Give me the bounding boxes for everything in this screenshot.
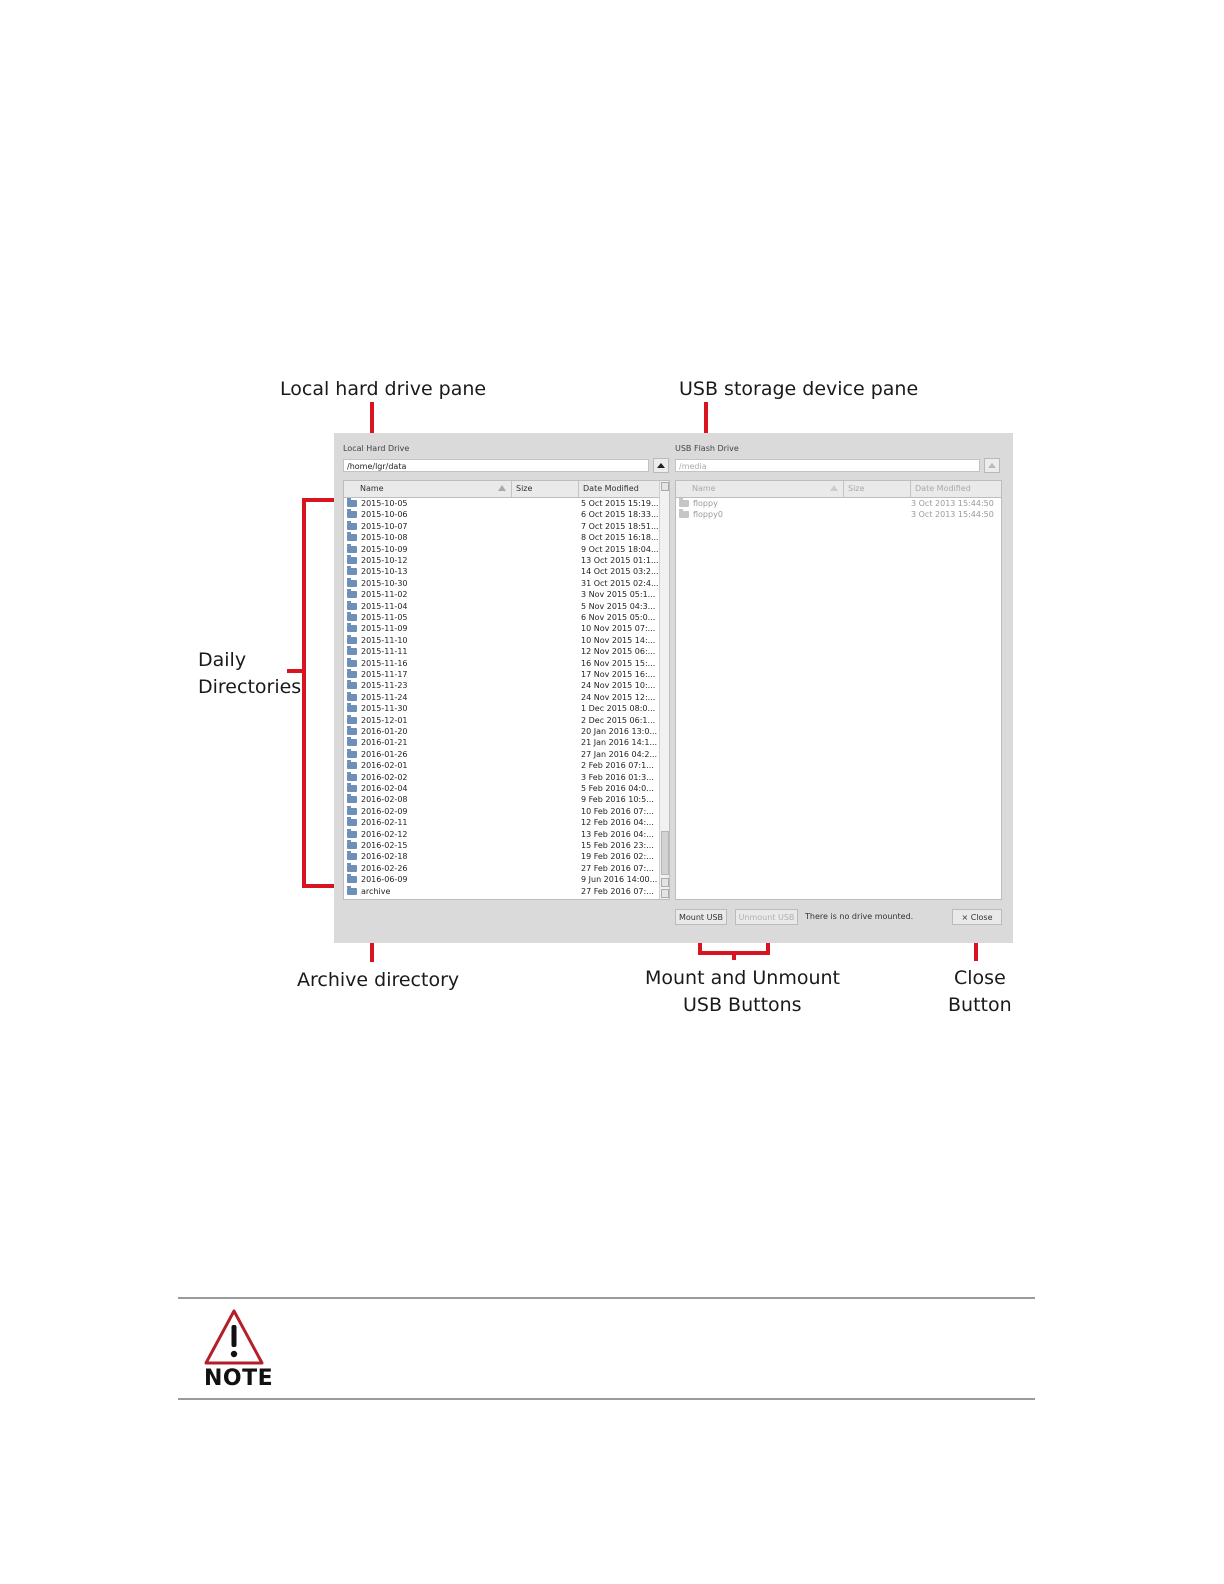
usb-up-button[interactable] [984, 458, 1000, 473]
table-row[interactable] [344, 612, 669, 623]
row-name: 2016-01-21 [361, 738, 408, 748]
table-row[interactable] [344, 566, 669, 577]
table-row[interactable] [344, 646, 669, 657]
row-date: 31 Oct 2015 02:4... [581, 578, 659, 588]
row-name: 2016-01-26 [361, 749, 408, 759]
table-row[interactable] [344, 544, 669, 555]
folder-icon [347, 682, 357, 689]
row-name: 2015-11-05 [361, 613, 408, 622]
table-row[interactable] [344, 851, 669, 862]
row-date: 24 Nov 2015 12:... [581, 692, 656, 702]
folder-icon [347, 625, 357, 632]
folder-icon [347, 557, 357, 564]
row-name: 2015-11-09 [361, 624, 408, 634]
row-name: floppy [693, 499, 718, 508]
callout-daily-dirs-2: Directories [198, 676, 302, 698]
folder-icon [347, 831, 357, 838]
table-row[interactable] [344, 829, 669, 840]
row-date: 9 Feb 2016 10:5... [581, 795, 654, 805]
table-row[interactable] [344, 840, 669, 851]
local-file-list[interactable] [343, 480, 670, 900]
folder-icon [347, 739, 357, 746]
row-date: 3 Nov 2015 05:1... [581, 590, 656, 600]
folder-icon [347, 694, 357, 701]
folder-icon [347, 648, 357, 655]
table-row[interactable] [344, 806, 669, 817]
table-row[interactable] [344, 601, 669, 612]
folder-icon [347, 637, 357, 644]
row-date: 14 Oct 2015 03:2... [581, 567, 659, 577]
row-date: 12 Feb 2016 04:... [581, 818, 654, 828]
row-name: 2015-11-11 [361, 647, 408, 657]
row-name: 2016-02-18 [361, 852, 408, 862]
usb-list-header [676, 481, 1001, 498]
scroll-thumb[interactable] [661, 831, 669, 875]
folder-icon [347, 671, 357, 678]
row-date: 7 Oct 2015 18:51... [581, 521, 659, 531]
leader-local-pane [370, 402, 374, 434]
callout-archive-dir: Archive directory [297, 969, 460, 991]
row-date: 3 Feb 2016 01:3... [581, 772, 654, 782]
folder-icon [347, 591, 357, 598]
row-name: 2015-10-08 [361, 533, 408, 543]
row-date: 13 Oct 2015 01:1... [581, 556, 659, 565]
table-row[interactable] [344, 669, 669, 680]
row-date: 15 Feb 2016 23:... [581, 841, 654, 850]
row-name: 2016-02-08 [361, 795, 408, 805]
local-col-name[interactable]: Name [344, 481, 512, 497]
table-row[interactable] [344, 760, 669, 771]
table-row[interactable] [676, 498, 1001, 509]
row-name: 2015-11-23 [361, 681, 408, 691]
close-button[interactable]: × Close [952, 909, 1002, 925]
unmount-usb-button[interactable]: Unmount USB [735, 909, 798, 925]
up-arrow-icon [988, 463, 996, 468]
mount-status-text: There is no drive mounted. [805, 912, 914, 921]
row-date: 17 Nov 2015 16:... [581, 670, 656, 679]
folder-icon [347, 534, 357, 541]
row-name: 2015-11-02 [361, 590, 408, 600]
row-name: 2016-06-09 [361, 875, 408, 885]
usb-col-date[interactable]: Date Modified [915, 484, 971, 493]
callout-mount-buttons-1: Mount and Unmount [645, 967, 840, 989]
folder-icon [347, 728, 357, 735]
table-row[interactable] [344, 635, 669, 646]
folder-icon [347, 568, 357, 575]
row-name: 2015-11-16 [361, 658, 408, 668]
row-date: 5 Oct 2015 15:19... [581, 499, 659, 508]
folder-icon [347, 751, 357, 758]
row-date: 2 Dec 2015 06:1... [581, 715, 656, 725]
table-row[interactable] [344, 715, 669, 726]
bracket-daily-pointer [287, 669, 304, 673]
folder-icon [347, 511, 357, 518]
row-name: 2015-10-06 [361, 510, 408, 520]
row-name: floppy0 [693, 510, 723, 520]
local-vertical-scrollbar[interactable] [659, 481, 670, 900]
callout-local-pane: Local hard drive pane [280, 378, 487, 400]
table-row[interactable] [344, 737, 669, 748]
local-col-date[interactable]: Date Modified [583, 484, 639, 493]
row-date: 3 Oct 2013 15:44:50 [911, 499, 994, 508]
local-pane-title: Local Hard Drive [343, 444, 410, 453]
usb-path-field[interactable]: /media [675, 459, 980, 472]
warning-triangle-icon [203, 1308, 265, 1366]
table-row[interactable] [344, 658, 669, 669]
row-date: 6 Oct 2015 18:33... [581, 510, 659, 520]
scroll-down-arrow-icon[interactable] [661, 878, 669, 887]
folder-icon [347, 762, 357, 769]
table-row[interactable] [344, 498, 669, 509]
row-name: 2015-10-07 [361, 521, 408, 531]
row-name: 2015-10-13 [361, 567, 408, 577]
table-row[interactable] [344, 886, 669, 897]
row-date: 5 Feb 2016 04:0... [581, 784, 654, 793]
row-date: 3 Oct 2013 15:44:50 [911, 510, 994, 520]
folder-icon [347, 774, 357, 781]
table-row[interactable] [344, 772, 669, 783]
row-name: 2015-11-24 [361, 692, 408, 702]
table-row[interactable] [344, 726, 669, 737]
row-date: 19 Feb 2016 02:... [581, 852, 654, 862]
table-row[interactable] [344, 874, 669, 885]
up-arrow-icon [657, 463, 665, 468]
folder-icon [347, 796, 357, 803]
folder-icon [347, 888, 357, 895]
row-date: 8 Oct 2015 16:18... [581, 533, 659, 543]
row-name: 2016-02-12 [361, 829, 408, 839]
bracket-mount-pointer [732, 951, 736, 960]
folder-icon [347, 705, 357, 712]
row-date: 20 Jan 2016 13:0... [581, 727, 658, 736]
row-name: 2016-02-09 [361, 806, 408, 816]
row-date: 10 Feb 2016 07:... [581, 806, 654, 816]
row-name: 2016-02-02 [361, 772, 408, 782]
row-name: 2016-02-04 [361, 784, 408, 793]
usb-pane-title: USB Flash Drive [675, 444, 739, 453]
folder-icon [347, 603, 357, 610]
table-row[interactable] [344, 692, 669, 703]
mount-usb-button[interactable]: Mount USB [675, 909, 727, 925]
row-date: 24 Nov 2015 10:... [581, 681, 656, 691]
sort-triangle-icon [830, 485, 838, 491]
row-name: 2016-02-11 [361, 818, 408, 828]
note-top-rule [178, 1297, 1035, 1299]
local-col-size[interactable]: Size [512, 481, 579, 497]
row-date: 1 Dec 2015 08:0... [581, 704, 656, 714]
row-date: 6 Nov 2015 05:0... [581, 613, 656, 622]
local-path-field[interactable]: /home/lgr/data [343, 459, 649, 472]
folder-icon [347, 580, 357, 587]
table-row[interactable] [344, 589, 669, 600]
row-name: 2015-10-05 [361, 499, 408, 508]
row-name: 2016-02-01 [361, 761, 408, 771]
row-date: 5 Nov 2015 04:3... [581, 601, 656, 611]
row-name: 2016-01-20 [361, 727, 408, 736]
callout-close-button-2: Button [948, 994, 1012, 1016]
row-name: 2016-02-26 [361, 863, 408, 873]
folder-icon [679, 511, 689, 518]
row-name: 2015-10-30 [361, 578, 408, 588]
folder-icon [347, 876, 357, 883]
row-name: 2015-11-10 [361, 635, 408, 645]
row-date: 27 Feb 2016 07:... [581, 863, 654, 873]
table-row[interactable] [344, 509, 669, 520]
table-row[interactable] [676, 509, 1001, 520]
scroll-down-arrow-icon[interactable] [661, 889, 669, 898]
callout-mount-buttons-2: USB Buttons [683, 994, 802, 1016]
row-name: 2015-11-30 [361, 704, 408, 714]
row-name: 2015-10-12 [361, 556, 408, 565]
table-row[interactable] [344, 532, 669, 543]
sort-triangle-icon [498, 485, 506, 491]
row-name: archive [361, 886, 391, 896]
row-date: 27 Jan 2016 04:2... [581, 749, 658, 759]
note-bottom-rule [178, 1398, 1035, 1400]
folder-icon [347, 819, 357, 826]
leader-usb-pane [704, 402, 708, 434]
usb-col-size[interactable]: Size [844, 481, 911, 497]
row-date: 13 Feb 2016 04:... [581, 829, 654, 839]
usb-file-list[interactable] [675, 480, 1002, 900]
file-transfer-window [334, 433, 1013, 943]
table-row[interactable] [344, 623, 669, 634]
folder-icon [347, 842, 357, 849]
callout-daily-dirs-1: Daily [198, 649, 247, 671]
row-date: 12 Nov 2015 06:... [581, 647, 656, 657]
table-row[interactable] [344, 680, 669, 691]
row-name: 2015-12-01 [361, 715, 408, 725]
folder-icon [347, 500, 357, 507]
table-row[interactable] [344, 703, 669, 714]
row-date: 21 Jan 2016 14:1... [581, 738, 658, 748]
note-label: NOTE [204, 1366, 274, 1391]
table-row[interactable] [344, 817, 669, 828]
table-row[interactable] [344, 749, 669, 760]
folder-icon [347, 865, 357, 872]
row-date: 9 Oct 2015 18:04... [581, 544, 659, 554]
folder-icon [347, 523, 357, 530]
scroll-up-arrow-icon[interactable] [661, 482, 669, 491]
folder-icon [347, 853, 357, 860]
table-row[interactable] [344, 783, 669, 794]
folder-icon [347, 785, 357, 792]
folder-icon [347, 614, 357, 621]
local-list-header [344, 481, 669, 498]
table-row[interactable] [344, 863, 669, 874]
table-row[interactable] [344, 794, 669, 805]
row-date: 9 Jun 2016 14:00... [581, 875, 658, 885]
usb-col-name[interactable]: Name [676, 481, 844, 497]
row-name: 2015-10-09 [361, 544, 408, 554]
folder-icon [347, 808, 357, 815]
folder-icon [347, 660, 357, 667]
folder-icon [347, 546, 357, 553]
table-row[interactable] [344, 578, 669, 589]
row-date: 2 Feb 2016 07:1... [581, 761, 654, 771]
row-date: 16 Nov 2015 15:... [581, 658, 656, 668]
callout-usb-pane: USB storage device pane [679, 378, 919, 400]
row-date: 10 Nov 2015 14:... [581, 635, 656, 645]
folder-icon [679, 500, 689, 507]
row-name: 2016-02-15 [361, 841, 408, 850]
folder-icon [347, 717, 357, 724]
table-row[interactable] [344, 521, 669, 532]
bracket-daily-vertical [302, 498, 306, 888]
callout-close-button-1: Close [954, 967, 1006, 989]
table-row[interactable] [344, 555, 669, 566]
local-up-button[interactable] [653, 458, 669, 473]
row-name: 2015-11-17 [361, 670, 408, 679]
row-date: 27 Feb 2016 07:... [581, 886, 654, 896]
row-date: 10 Nov 2015 07:... [581, 624, 656, 634]
row-name: 2015-11-04 [361, 601, 408, 611]
